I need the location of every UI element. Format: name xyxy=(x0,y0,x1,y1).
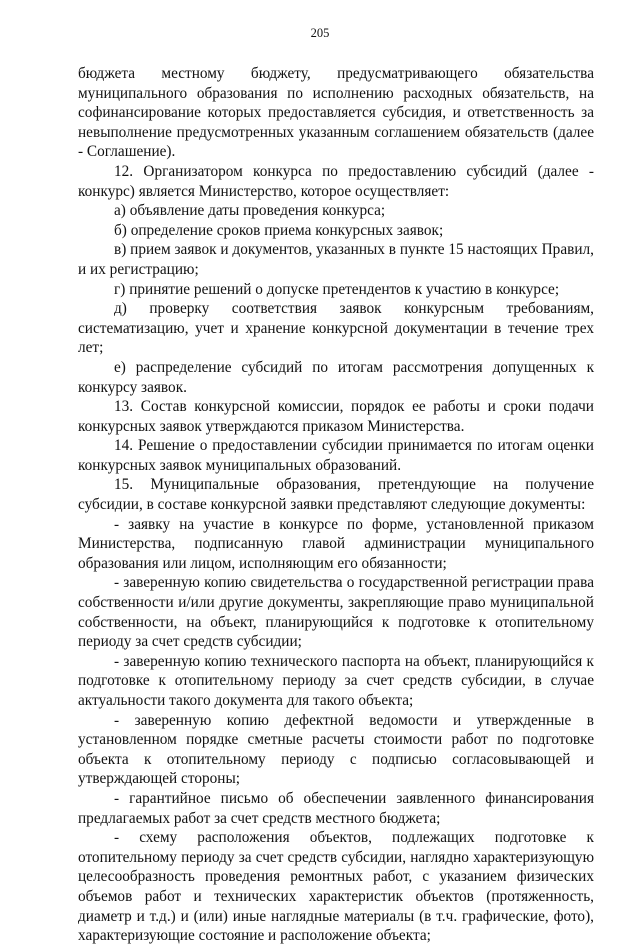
list-item-e: е) распределение субсидий по итогам рассмотрения допущенных к конкурсу заявок. xyxy=(78,358,594,396)
list-item-v: в) прием заявок и документов, указанных в пункте 15 настоящих Правил, и их регистрацию; xyxy=(78,241,594,278)
list-item-g: г) принятие решений о допуске претендентов к участию в конкурсе; xyxy=(114,280,560,298)
document-item-tekh-pasport: - заверенную копию технического паспорта на объект, планирующийся к подготовке к отопительному периоду за счет средств субсидии, в случае актуальности такого документа для такого объекта; xyxy=(78,652,594,709)
document-item-defektnaya-vedomost: - заверенную копию дефектной ведомости и утвержденные в установленном порядке сметные расчеты стоимости работ по подготовке объекта к отопительному периоду с подписью согласовывающей и утверждающей стороны; xyxy=(78,711,594,788)
paragraph-soglashenie: бюджета местному бюджету, предусматривающего обязательства муниципального образования по исполнению расходных обязательств, на софинансирование которых предоставляется субсидия, и ответственность за невыполнение предусмотренных указанным соглашением обязательств (далее - Соглашение). xyxy=(78,65,594,161)
paragraph-13: 13. Состав конкурсной комиссии, порядок ее работы и сроки подачи конкурсных заявок утверждаются приказом Министерства. xyxy=(78,398,594,435)
paragraph-12: 12. Организатором конкурса по предоставлению субсидий (далее - конкурс) является Министерство, которое осуществляет: xyxy=(78,162,594,200)
paragraph-14: 14. Решение о предоставлении субсидии принимается по итогам оценки конкурсных заявок муниципальных образований. xyxy=(78,437,594,474)
document-item-garantiynoe-pismo: - гарантийное письмо об обеспечении заявленного финансирования предлагаемых работ за счет средств местного бюджета; xyxy=(78,789,594,827)
list-item-d: д) проверку соответствия заявок конкурсным требованиям, систематизацию, учет и хранение конкурсной документации в течение трех лет; xyxy=(78,300,594,357)
paragraph-15: 15. Муниципальные образования, претендующие на получение субсидии, в составе конкурсной заявки представляют следующие документы: xyxy=(78,476,594,514)
document-item-svidetelstvo: - заверенную копию свидетельства о государственной регистрации права собственности и/или другие документы, закрепляющие право муниципальной собственности, на объект, планирующийся к подготовке к отопительному периоду за счет средств субсидии; xyxy=(78,574,594,651)
list-item-a: а) объявление даты проведения конкурса; xyxy=(114,202,386,220)
page-number: 205 xyxy=(310,26,330,40)
document-item-zayavka: - заявку на участие в конкурсе по форме, установленной приказом Министерства, подписанную главой администрации муниципального образования или лицом, исполняющим его обязанности; xyxy=(78,515,594,572)
document-item-skhema: - схему расположения объектов, подлежащих подготовке к отопительному периоду за счет средств субсидии, наглядно характеризующую целесообразность проведения ремонтных работ, с указанием физических объемов работ и технических характеристик объектов (протяженность, диаметр и т.д.) и (или) иные наглядные материалы (в т.ч. графические, фото), характеризующие состояние и расположение объекта; xyxy=(78,829,594,945)
document-body xyxy=(78,64,594,946)
list-item-b: б) определение сроков приема конкурсных заявок; xyxy=(114,221,444,239)
